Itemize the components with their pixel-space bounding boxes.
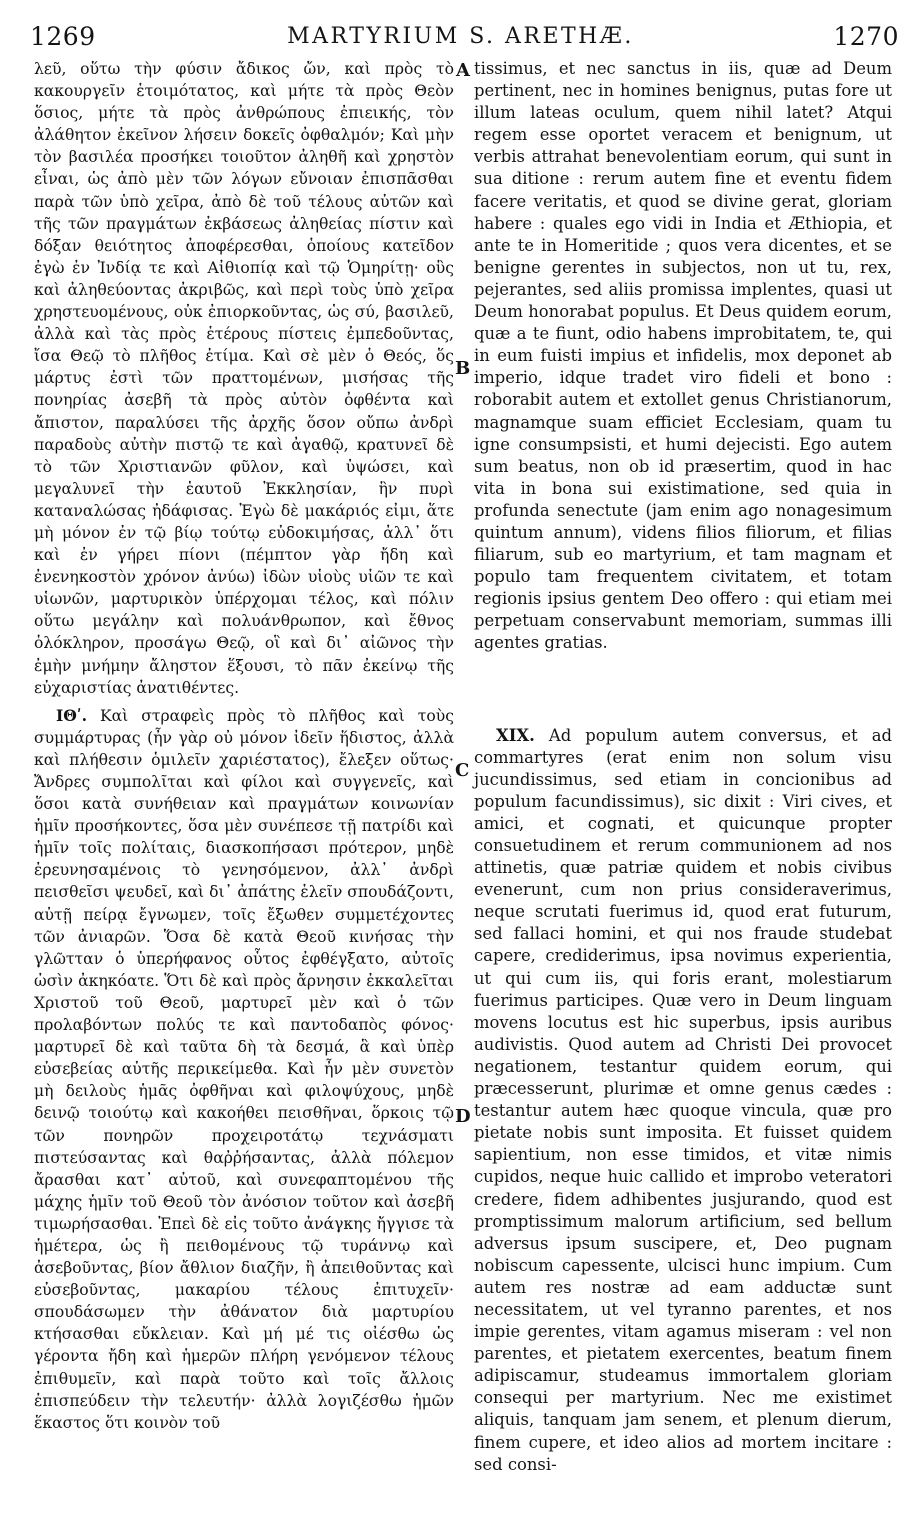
latin-paragraph-text: Ad populum autem conversus, et ad commartyres (erat enim non solum visu jucundissimus, sed etiam in concionibus ad populum facundissimus), sic dixit : Viri cives, et amici, et cognati, et quicunque propter consuetudinem et rerum communionem ad nos attinetis, quæ patriæ quidem et nobis civibus evenerunt, cum non prius consideraverimus, neque scrutati fuerimus id, quod erat futurum, sed fallaci homini, et qui nos fraude studebat capere, crediderimus, ipsa novimus experientia, ut qui cum iis, qui foris erant, molestiarum fuerimus participes. Quæ vero in Deum linguam movens locutus est hic superbus, ipsis auribus audivistis. Quod autem ad Christi Dei provocet negationem, testantur quidem eorum, qui præcesserunt, plurimæ et omne genus cædes : testantur autem hæc quoque vincula, quæ pro pietate nobis sunt imposita. Et fuisset quidem sapientium, non esse timidos, et vitæ nimis cupidos, neque huic callido et improbo veteratori credere, fidem adhibentes jusjurando, quod est promptissimum malorum artificium, sed bellum adversus ipsum suscipere, et, Deo pugnam nobiscum capessente, ulcisci hunc impium. Cum autem res nostræ ad eam adductæ sunt necessitatem, ut vel tyranno parentes, et nos impie gerentes, vitam agamus miseram : vel non parentes, et pietatem exercentes, beatum finem adipiscamur, studeamus immortalem gloriam consequi per martyrium. Nec me existimet aliquis, tanquam jam senem, et plenum dierum, finem cupere, et ideo alios ad mortem incitare : sed consi-	[474, 725, 892, 1474]
latin-paragraph: tissimus, et nec sanctus in iis, quæ ad Deum pertinent, nec in homines benignus, putas fore ut illum lateas oculum, quem nihil latet? Atqui regem esse oportet veracem et benignum, ut verbis attrahat benevolentiam eorum, qui sunt in sua ditione : rerum autem fine et eventu fidem facere veritatis, et quod se divine gerat, gloriam habere : quales ego vidi in India et Æthiopia, et ante te in Homeritide ; quos vera dicentes, et se benigne gerentes in subjectos, non ut tu, rex, pejerantes, sed aliis promissa implentes, quasi ut Deum honorabat populus. Et Deus quidem eorum, quæ a te fiunt, odio habens improbitatem, te, qui in eum fuisti impius et infidelis, mox deponet ab imperio, idque tradet viro fideli et bono : roborabit autem et extollet genus Christianorum, magnamque suam efficiet Ecclesiam, quam tu igne consumpsisti, et humi dejecisti. Ego autem sum beatus, non ob id præsertim, quod in hac vita in bona sui existimatione, sed quia in profunda senectute (jam enim ago nonagesimum quintum annum), videns filios filiorum, et filias filiarum, sub eo martyrium, et tam magnam et populo tam frequentem civitatem, et totam regionis ipsius gentem Deo offero : qui etiam mei perpetuam conservabunt memoriam, summas illi agentes gratias.	[474, 59, 892, 653]
latin-column	[474, 58, 892, 1476]
running-title: MARTYRIUM S. ARETHÆ.	[287, 24, 634, 49]
margin-marker-a: A	[456, 60, 470, 81]
margin-marker-b: B	[455, 358, 471, 379]
greek-paragraph-text: Καὶ στραφεὶς πρὸς τὸ πλῆθος καὶ τοὺς συμμάρτυρας (ἦν γὰρ οὐ μόνον ἰδεῖν ἥδιστος, ἀλλὰ καὶ πλήθεσιν ὁμιλεῖν χαριέστατος), ἔλεξεν οὕτως· Ἄνδρες συμπολῖται καὶ φίλοι καὶ συγγενεῖς, καὶ ὅσοι κατὰ συνήθειαν καὶ πραγμάτων κοινωνίαν ἡμῖν προσήκοντες, ὅσα μὲν συνέπεσε τῇ πατρίδι καὶ ἡμῖν τοῖς πολίταις, διασκοπήσασι πρότερον, μηδὲ ἐρευνησαμένοις τὸ γενησόμενον, ἀλλ᾽ ἀνδρὶ πεισθεῖσι ψευδεῖ, καὶ δι᾽ ἀπάτης ἑλεῖν σπουδάζοντι, αὐτῇ πείρᾳ ἔγνωμεν, τοῖς ἔξωθεν συμμετέχοντες τῶν ἀνιαρῶν. Ὅσα δὲ κατὰ Θεοῦ κινήσας τὴν γλῶτταν ὁ ὑπερήφανος οὗτος ἐφθέγξατο, αὐτοῖς ὠσὶν ἀκηκόατε. Ὅτι δὲ καὶ πρὸς ἄρνησιν ἐκκαλεῖται Χριστοῦ τοῦ Θεοῦ, μαρτυρεῖ μὲν καὶ ὁ τῶν προλαβόντων πολύς τε καὶ παντοδαπὸς φόνος· μαρτυρεῖ δὲ καὶ ταῦτα δὴ τὰ δεσμά, ἃ καὶ ὑπὲρ εὐσεβείας αὐτῆς περικείμεθα. Καὶ ἦν μὲν συνετὸν μὴ δειλοὺς ἡμᾶς ὀφθῆναι καὶ φιλοψύχους, μηδὲ δεινῷ τοιούτῳ καὶ κακοήθει πεισθῆναι, ὅρκοις τῷ τῶν πονηρῶν προχειροτάτῳ τεχνάσματι πιστεύσαντας καὶ θαῤῥήσαντας, ἀλλὰ πόλεμον ἄρασθαι κατ᾽ αὐτοῦ, καὶ συνεφαπτομένου τῆς μάχης ἡμῖν τοῦ Θεοῦ τὸν ἀνόσιον τοῦτον καὶ ἀσεβῆ τιμωρήσασθαι. Ἐπεὶ δὲ εἰς τοῦτο ἀνάγκης ἤγγισε τὰ ἡμέτερα, ὡς ἢ πειθομένους τῷ τυράννῳ καὶ ἀσεβοῦντας, βίον ἄθλιον διαζῆν, ἢ ἀπειθοῦντας καὶ εὐσεβοῦντας, μακαρίου τέλους ἐπιτυχεῖν· σπουδάσωμεν τὴν ἀθάνατον διὰ μαρτυρίου κτήσασθαι εὔκλειαν. Καὶ μή μέ τις οἰέσθω ὡς γέροντα ἤδη καὶ ἡμερῶν πλήρη γενόμενον τέλους ἐπιθυμεῖν, καὶ παρὰ τοῦτο καὶ τοῖς ἄλλοις ἐπισπεύδειν τὴν τελευτήν· ἀλλὰ λογιζέσθω ἡμῶν ἕκαστος ὅτι κοινὸν τοῦ	[34, 706, 454, 1432]
page-number-right: 1270	[833, 22, 899, 51]
page-header	[0, 0, 921, 56]
latin-section-number: XIX.	[496, 725, 535, 745]
greek-paragraph: λεῦ, οὕτω τὴν φύσιν ἄδικος ὤν, καὶ πρὸς τὸ κακουργεῖν ἑτοιμότατος, καὶ μήτε τὰ πρὸς Θεὸν ὅσιος, μήτε τὰ πρὸς ἀνθρώπους ἐπιεικής, τὸν ἀλάθητον ἐκεῖνον λήσειν δοκεῖς ὀφθαλμόν; Καὶ μὴν τὸν βασιλέα προσήκει τοιοῦτον ἀληθῆ καὶ χρηστὸν εἶναι, ὡς ἀπὸ μὲν τῶν λόγων εὔνοιαν ἐπισπᾶσθαι παρὰ τῶν ὑπὸ χεῖρα, ἀπὸ δὲ τοῦ τέλους αὐτῶν καὶ τῆς τῶν πραγμάτων ἐκβάσεως ἀληθείας πίστιν καὶ δόξαν θειότητος ἀποφέρεσθαι, ὁποίους κατεῖδον ἐγὼ ἐν Ἰνδίᾳ τε καὶ Αἰθιοπίᾳ καὶ τῷ Ὁμηρίτῃ· οὓς καὶ ἀληθεύοντας ἀκριβῶς, καὶ περὶ τοὺς ὑπὸ χεῖρα χρηστευομένους, οὐκ ἐπιορκοῦντας, ὡς σύ, βασιλεῦ, ἀλλὰ καὶ τὰς πρὸς ἑτέρους πίστεις ἐμπεδοῦντας, ἴσα Θεῷ τὸ πλῆθος ἐτίμα. Καὶ σὲ μὲν ὁ Θεός, ὅς μάρτυς ἐστὶ τῶν πραττομένων, μισήσας τῆς πονηρίας ἀσεβῆ τὰ πρὸς αὐτὸν ὀφθέντα καὶ ἄπιστον, παραλύσει τῆς ἀρχῆς ὅσον οὔπω ἀνδρὶ παραδοὺς αὐτὴν πιστῷ τε καὶ ἀγαθῷ, κρατυνεῖ δὲ τὸ τῶν Χριστιανῶν φῦλον, καὶ ὑψώσει, καὶ μεγαλυνεῖ τὴν ἑαυτοῦ Ἐκκλησίαν, ἣν πυρὶ καταναλώσας ἠδάφισας. Ἐγὼ δὲ μακάριός εἰμι, ἅτε μὴ μόνον ἐν τῷ βίῳ τούτῳ εὐδοκιμήσας, ἀλλ᾽ ὅτι καὶ ἐν γήρει πίονι (πέμπτον γὰρ ἤδη καὶ ἐνενηκοστὸν χρόνον ἀνύω) ἰδὼν υἱοὺς υἱῶν τε καὶ υἱωνῶν, μαρτυρικὸν ὑπέρχομαι τέλος, καὶ πόλιν οὕτω μεγάλην καὶ πολυάνθρωπον, καὶ ἔθνος ὁλόκληρον, προσάγω Θεῷ, οἳ καὶ δι᾽ αἰῶνος τὴν ἐμὴν μνήμην ἄληστον ἕξουσι, τὸ πᾶν ἐκείνῳ τῆς εὐχαριστίας ἀνατιθέντες.	[34, 60, 454, 697]
greek-paragraph-19	[34, 705, 454, 1434]
latin-paragraph-19	[474, 725, 892, 1476]
page-number-left: 1269	[30, 22, 96, 51]
greek-section-number: ΙΘʹ.	[56, 705, 88, 725]
margin-marker-d: D	[455, 1106, 471, 1127]
greek-column	[34, 58, 454, 1434]
margin-marker-c: C	[455, 760, 470, 781]
